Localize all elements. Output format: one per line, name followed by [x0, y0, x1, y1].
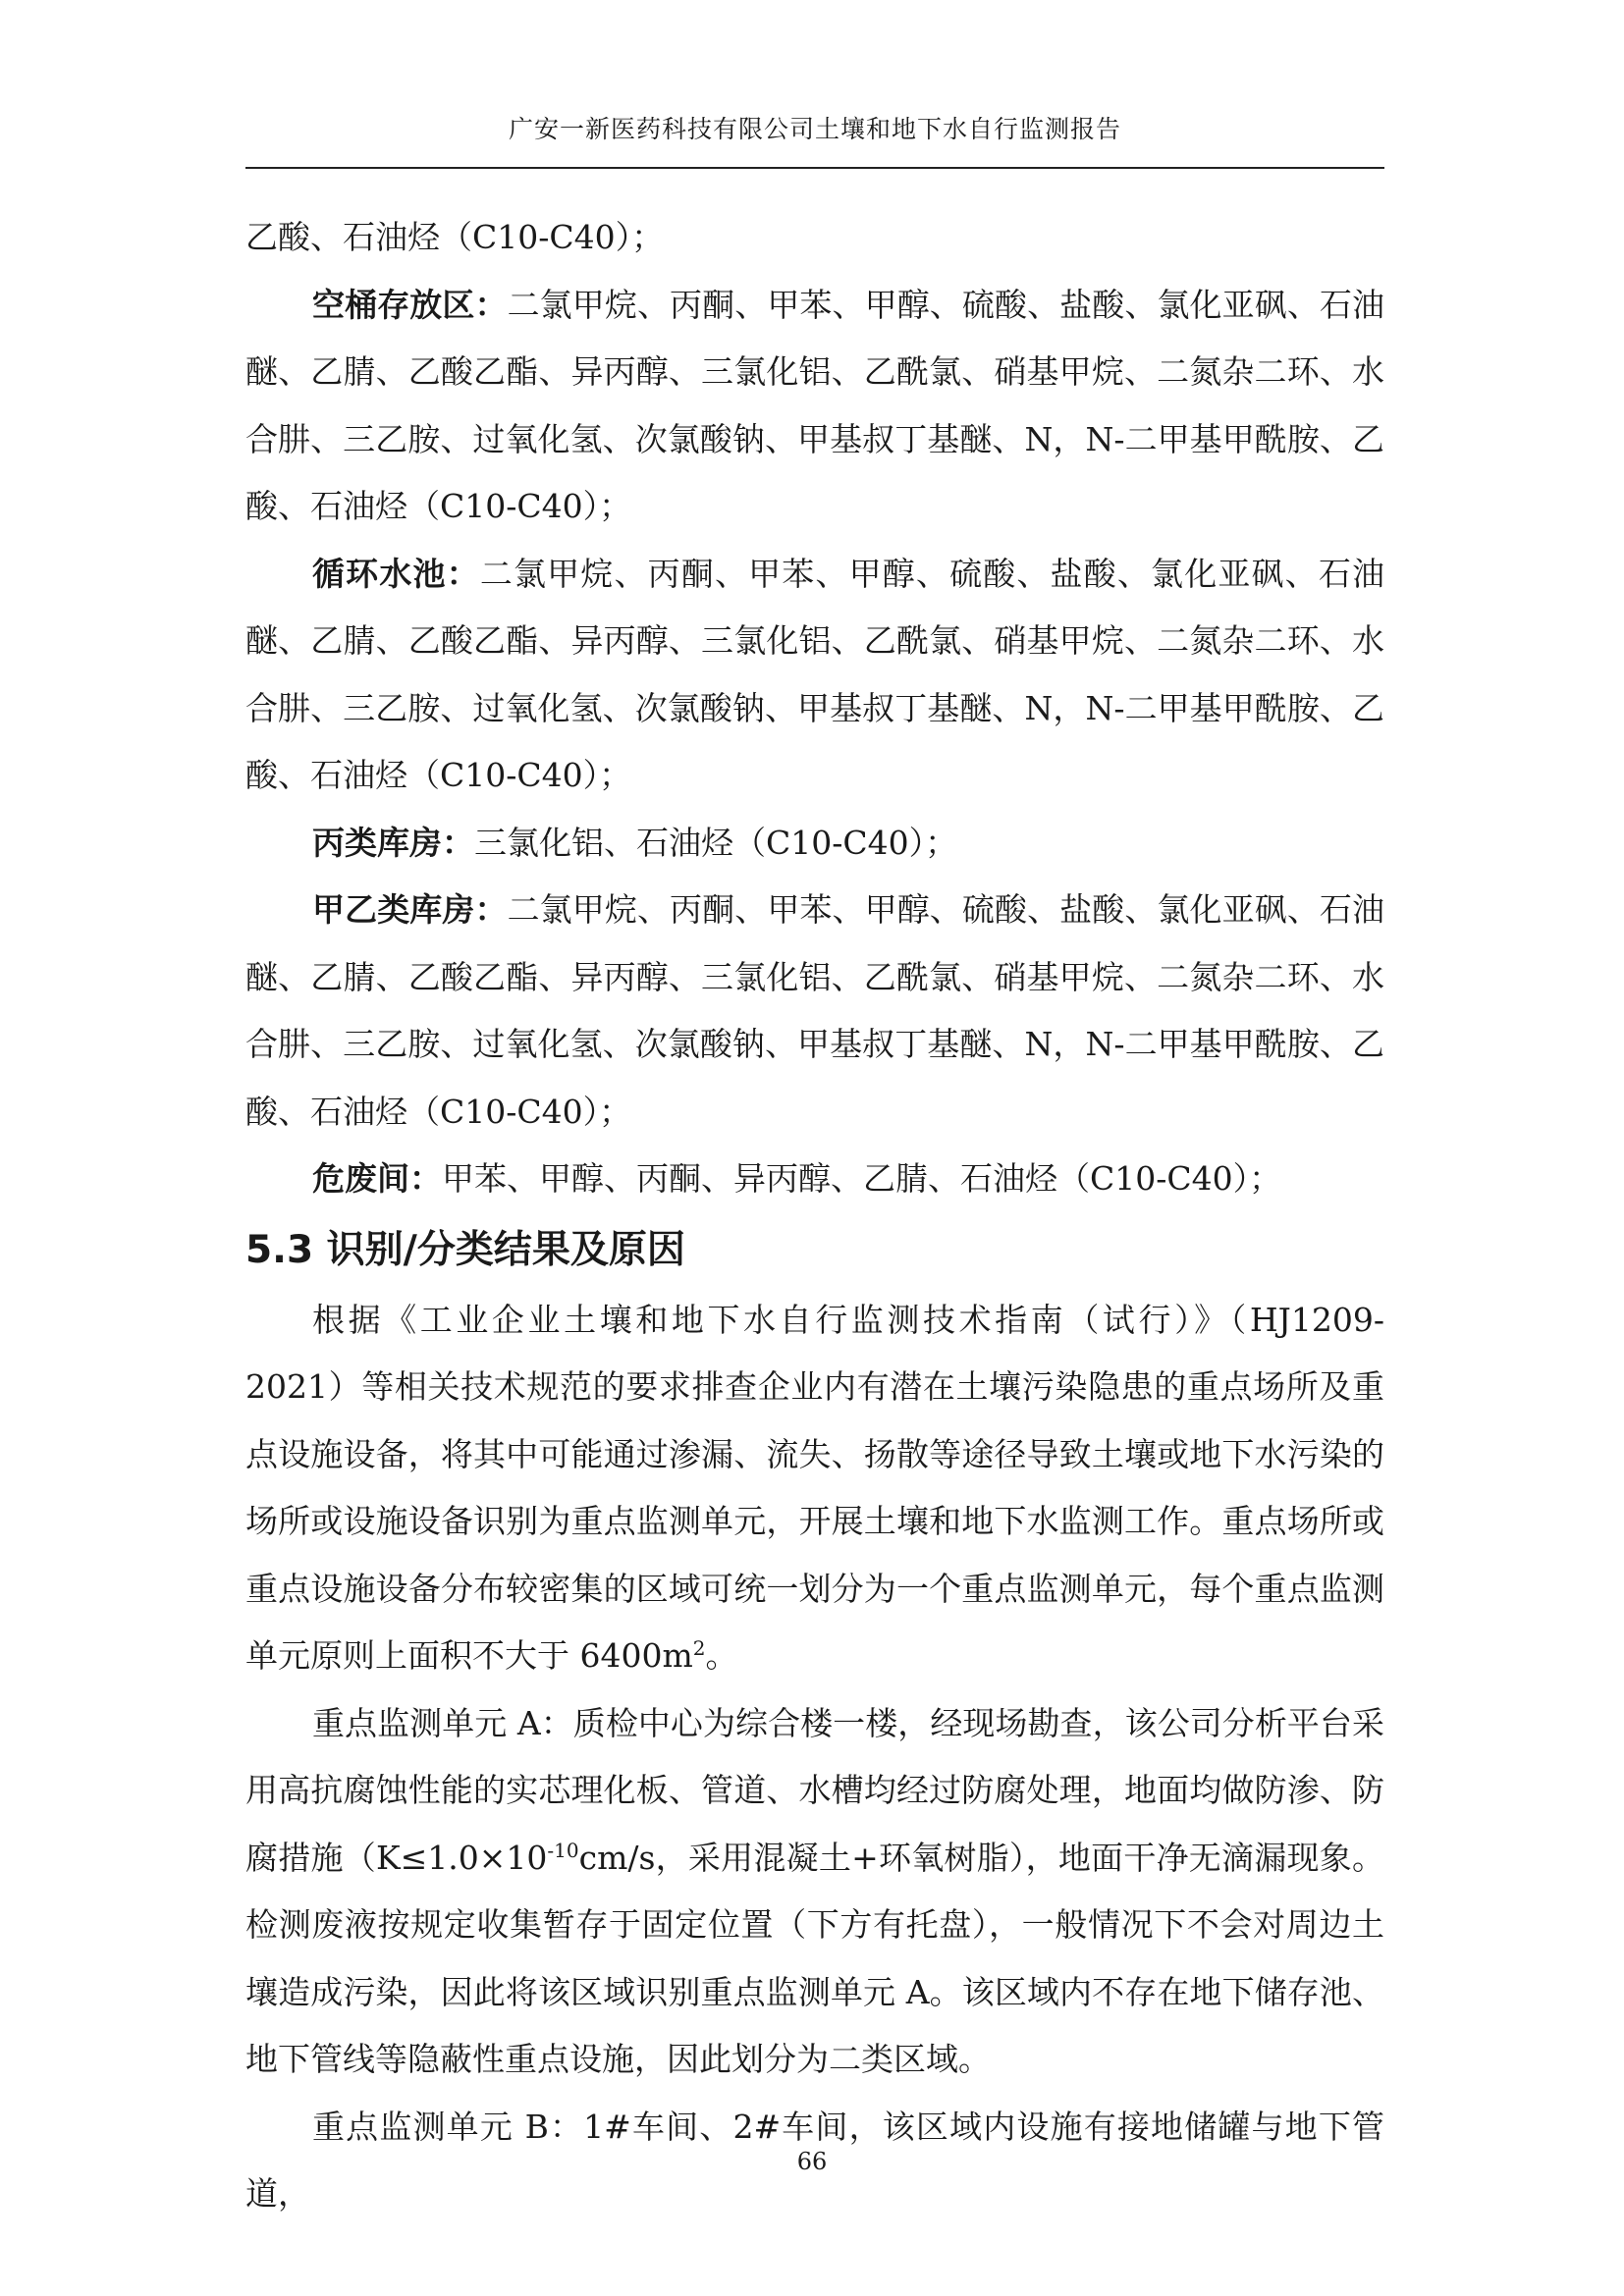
paragraph-empty-bucket-area [245, 272, 1384, 541]
area-label: 丙类库房： [312, 823, 474, 862]
area-text: 二氯甲烷、丙酮、甲苯、甲醇、硫酸、盐酸、氯化亚砜、石油醚、乙腈、乙酸乙酯、异丙醇、三氯化铝、乙酰氯、硝基甲烷、二氮杂二环、水合肼、三乙胺、过氧化氢、次氯酸钠、甲基叔丁基醚、N，N-二甲基甲酰胺、乙酸、石油烃（C10-C40）； [245, 554, 1385, 794]
page-number: 66 [796, 2148, 828, 2175]
paragraph-continuation [245, 204, 1384, 272]
area-label: 循环水池： [312, 554, 480, 593]
area-label: 甲乙类库房： [312, 890, 508, 929]
paragraph-text: 重点监测单元 B：1#车间、2#车间，该区域内设施有接地储罐与地下管道， [245, 2107, 1384, 2213]
document-body [245, 204, 1384, 2228]
paragraph-circulating-pool [245, 541, 1384, 810]
section-heading: 5.3 识别/分类结果及原因 [245, 1227, 685, 1272]
area-label: 空桶存放区： [312, 285, 508, 324]
paragraph-unit-a [245, 1690, 1384, 2094]
superscript: 2 [692, 1636, 706, 1660]
paragraph-class-c-warehouse [245, 810, 1384, 878]
area-text: 三氯化铝、石油烃（C10-C40）； [474, 823, 958, 862]
superscript: -10 [547, 1838, 579, 1862]
page-footer [0, 2148, 1624, 2175]
paragraph-text-end: 。 [705, 1636, 738, 1675]
paragraph-text: 乙酸、石油烃（C10-C40）； [245, 218, 665, 256]
paragraph-text: 重点监测单元 A：质检中心为综合楼一楼，经现场勘查，该公司分析平台采用高抗腐蚀性能的实芯理化板、管道、水槽均经过防腐处理，地面均做防渗、防腐措施（K≤1.0×10 [245, 1703, 1384, 1877]
area-text: 甲苯、甲醇、丙酮、异丙醇、乙腈、石油烃（C10-C40）； [442, 1159, 1282, 1198]
paragraph-class-ab-warehouse [245, 877, 1384, 1146]
page-header [245, 110, 1384, 169]
paragraph-hazardous-waste-room [245, 1146, 1384, 1213]
paragraph-text-cont: cm/s，采用混凝土+环氧树脂），地面干净无滴漏现象。检测废液按规定收集暂存于固定位置（下方有托盘），一般情况下不会对周边土壤造成污染，因此将该区域识别重点监测单元 A。该区域内不存在地下储存池、地下管线等隐蔽性重点设施，因此划分为二类区域。 [245, 1838, 1384, 2078]
header-title: 广安一新医药科技有限公司土壤和地下水自行监测报告 [508, 115, 1121, 143]
area-text: 二氯甲烷、丙酮、甲苯、甲醇、硫酸、盐酸、氯化亚砜、石油醚、乙腈、乙酸乙酯、异丙醇、三氯化铝、乙酰氯、硝基甲烷、二氮杂二环、水合肼、三乙胺、过氧化氢、次氯酸钠、甲基叔丁基醚、N，N-二甲基甲酰胺、乙酸、石油烃（C10-C40）； [245, 285, 1384, 525]
area-text: 二氯甲烷、丙酮、甲苯、甲醇、硫酸、盐酸、氯化亚砜、石油醚、乙腈、乙酸乙酯、异丙醇、三氯化铝、乙酰氯、硝基甲烷、二氮杂二环、水合肼、三乙胺、过氧化氢、次氯酸钠、甲基叔丁基醚、N，N-二甲基甲酰胺、乙酸、石油烃（C10-C40）； [245, 890, 1384, 1131]
area-label: 危废间： [312, 1159, 442, 1198]
paragraph-text: 根据《工业企业土壤和地下水自行监测技术指南（试行）》（HJ1209-2021）等相关技术规范的要求排查企业内有潜在土壤污染隐患的重点场所及重点设施设备，将其中可能通过渗漏、流失、扬散等途径导致土壤或地下水污染的场所或设施设备识别为重点监测单元，开展土壤和地下水监测工作。重点场所或重点设施设备分布较密集的区域可统一划分为一个重点监测单元，每个重点监测单元原则上面积不大于 6400m [245, 1300, 1384, 1675]
paragraph-basis [245, 1287, 1384, 1690]
